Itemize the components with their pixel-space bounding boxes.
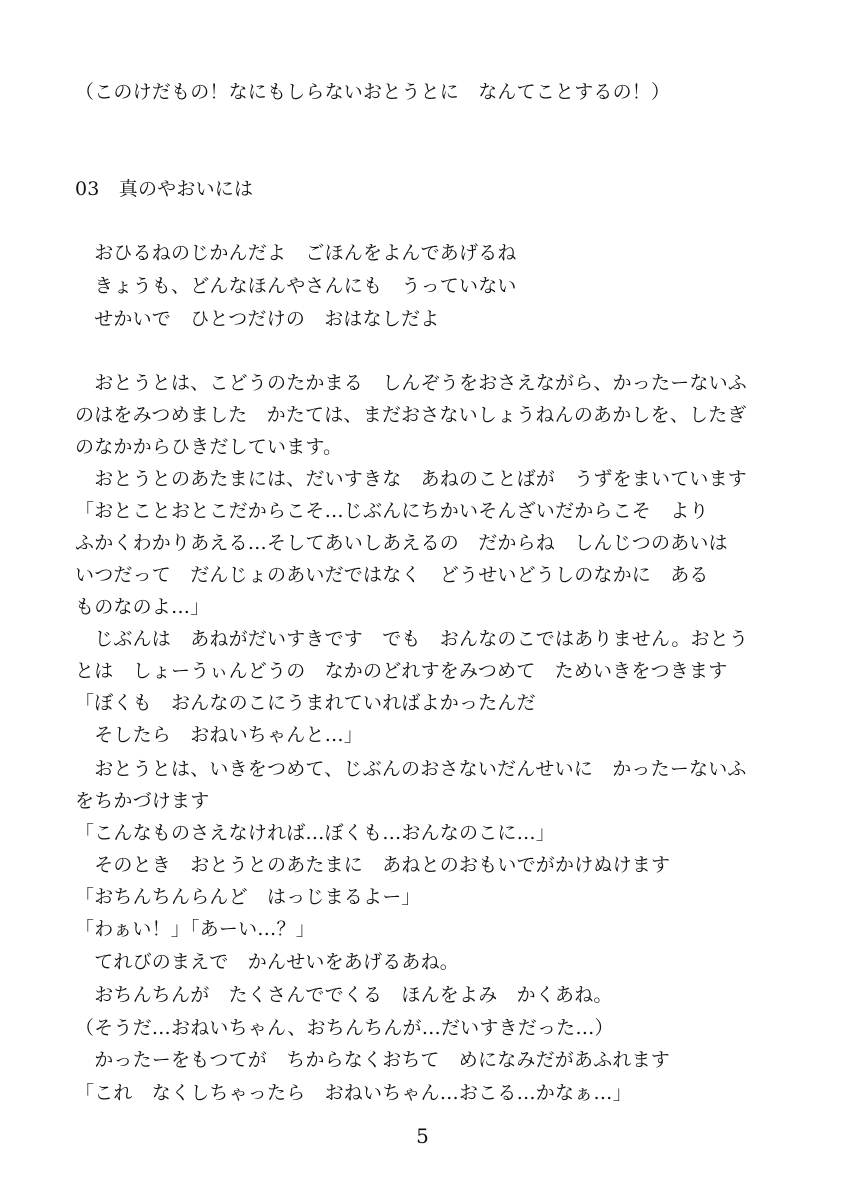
poem-line: せかいで ひとつだけの おはなしだよ — [75, 308, 440, 330]
body-line: ものなのよ…」 — [75, 596, 210, 618]
body-line: （そうだ…おねいちゃん、おちんちんが…だいすきだった…） — [75, 1017, 614, 1039]
body-line: かったーをもつてが ちからなくおちて めになみだがあふれます — [75, 1049, 671, 1071]
body-line: おとうとは、こどうのたかまる しんぞうをおさえながら、かったーないふ — [75, 372, 748, 394]
opening-line: （このけだもの！なにもしらないおとうとに なんてことするの！） — [75, 81, 671, 103]
body-line: 「わぁい！」「あーい…？」 — [75, 918, 315, 940]
body-line: おとうとは、いきをつめて、じぶんのおさないだんせいに かったーないふ — [75, 758, 747, 780]
poem-line: きょうも、どんなほんやさんにも うっていない — [75, 275, 517, 297]
body-line: 「おちんちんらんど はっじまるよー」 — [75, 886, 421, 908]
body-line: そしたら おねいちゃんと…」 — [75, 724, 364, 746]
body-line: そのとき おとうとのあたまに あねとのおもいでがかけぬけます — [75, 854, 671, 876]
poem-line: おひるねのじかんだよ ごほんをよんであげるね — [75, 242, 517, 264]
body-line: 「これ なくしちゃったら おねいちゃん…おこる…かなぁ…」 — [75, 1082, 632, 1104]
body-line: とは しょーうぃんどうの なかのどれすをみつめて ためいきをつきます — [75, 660, 728, 682]
body-line: 「ぼくも おんなのこにうまれていればよかったんだ — [75, 692, 536, 714]
body-line: てれびのまえで かんせいをあげるあね。 — [75, 951, 460, 973]
page-number: 5 — [416, 1124, 429, 1148]
body-line: おちんちんが たくさんででくる ほんをよみ かくあね。 — [75, 984, 613, 1006]
body-line: 「おとことおとこだからこそ…じぶんにちかいそんざいだからこそ より — [75, 500, 709, 522]
body-line: のなかからひきだしています。 — [75, 436, 343, 458]
section-heading: 03 真のやおいには — [75, 178, 254, 200]
body-line: 「こんなものさえなければ…ぼくも…おんなのこに…」 — [75, 822, 556, 844]
body-line: をちかづけます — [75, 790, 210, 812]
body-line: いつだって だんじょのあいだではなく どうせいどうしのなかに ある — [75, 564, 709, 586]
body-line: のはをみつめました かたては、まだおさないしょうねんのあかしを、したぎ — [75, 404, 747, 426]
body-line: おとうとのあたまには、だいすきな あねのことばが うずをまいています — [75, 468, 748, 490]
body-line: じぶんは あねがだいすきです でも おんなのこではありません。おとう — [75, 628, 749, 650]
body-line: ふかくわかりあえる…そしてあいしあえるの だからね しんじつのあいは — [75, 532, 728, 554]
